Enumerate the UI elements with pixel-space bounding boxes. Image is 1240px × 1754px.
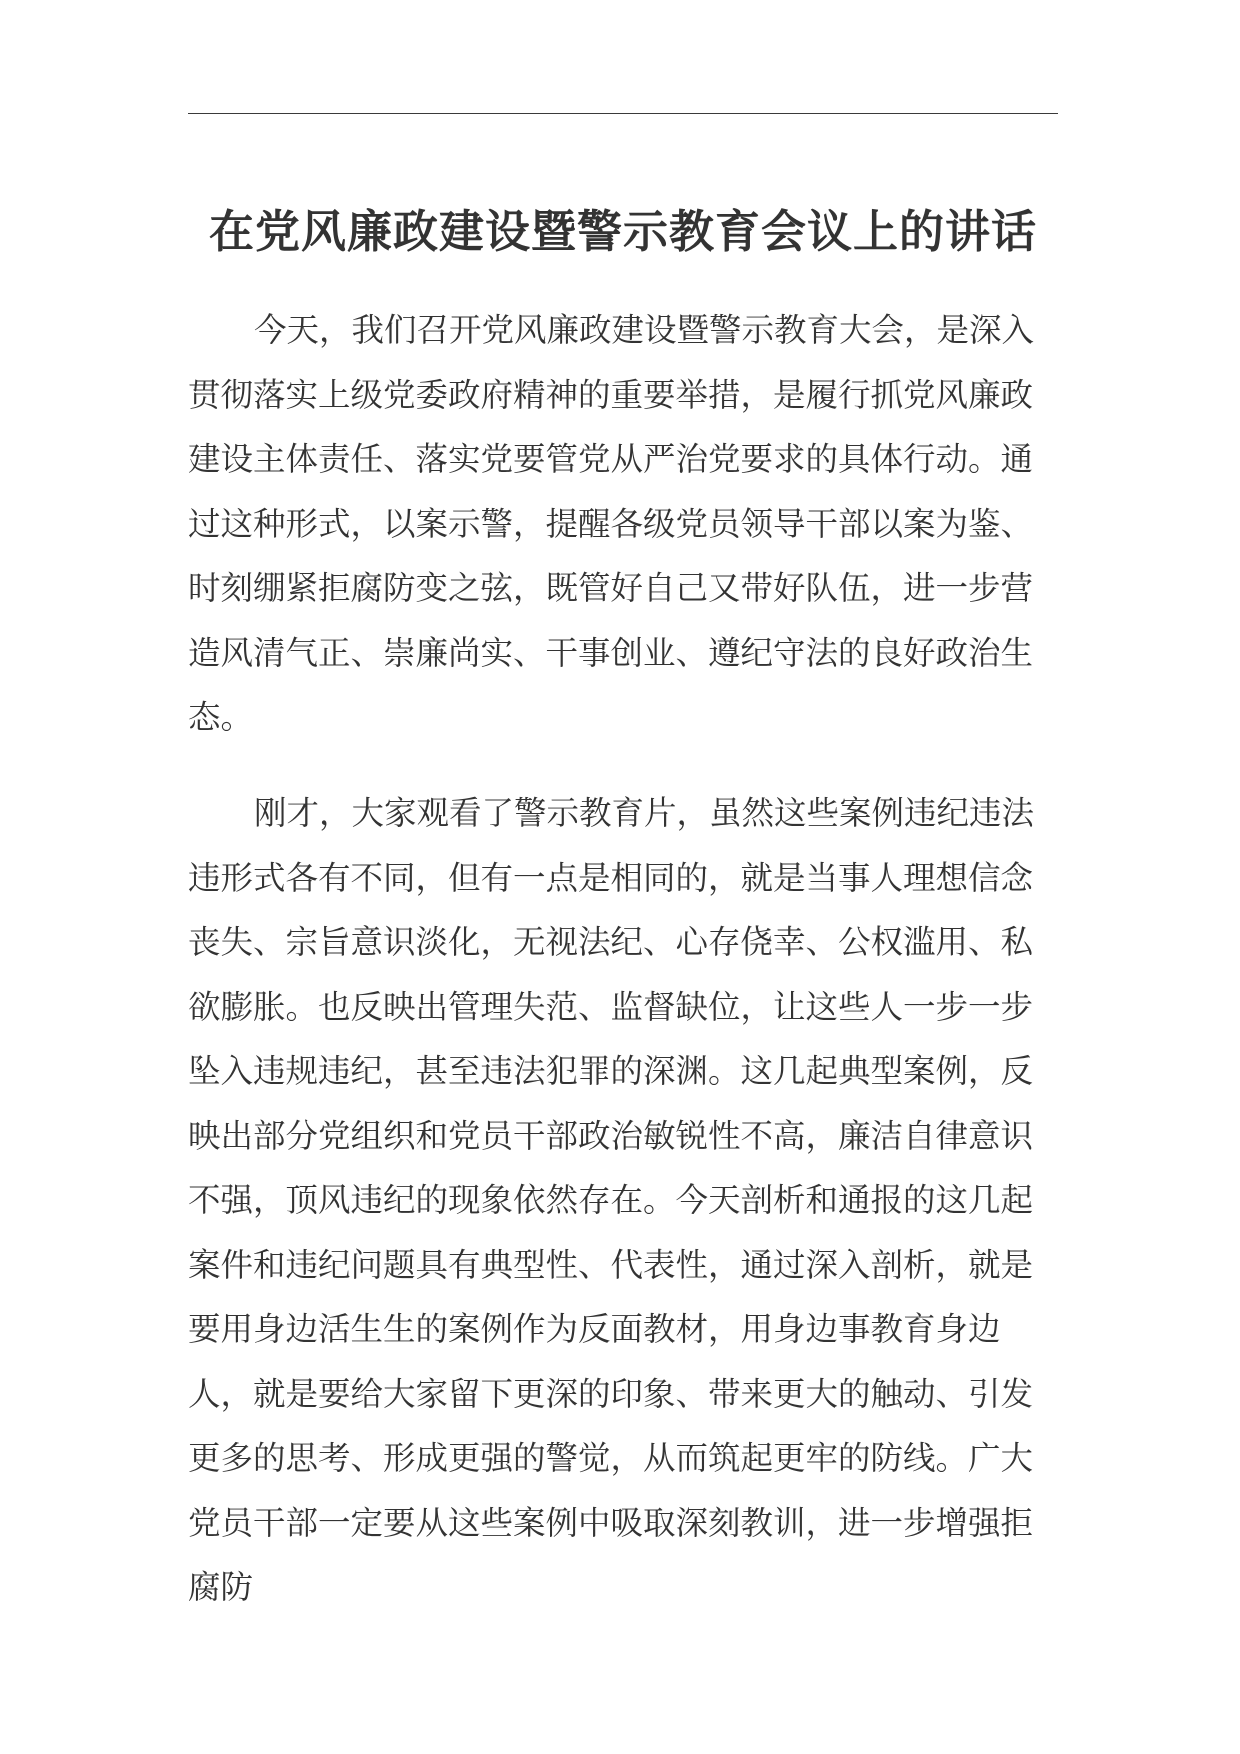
document-title: 在党风廉政建设暨警示教育会议上的讲话 (208, 205, 1037, 258)
header-rule (188, 113, 1058, 114)
paragraph-1: 今天，我们召开党风廉政建设暨警示教育大会，是深入贯彻落实上级党委政府精神的重要举措，是履行抓党风廉政建设主体责任、落实党要管党从严治党要求的具体行动。通过这种形式，以案示警，提醒各级党员领导干部以案为鉴、时刻绷紧拒腐防变之弦，既管好自己又带好队伍，进一步营造风清气正、崇廉尚实、干事创业、遵纪守法的良好政治生态。 (188, 311, 1035, 736)
paragraph-2: 刚才，大家观看了警示教育片，虽然这些案例违纪违法违形式各有不同，但有一点是相同的，就是当事人理想信念丧失、宗旨意识淡化，无视法纪、心存侥幸、公权滥用、私欲膨胀。也反映出管理失范、监督缺位，让这些人一步一步坠入违规违纪，甚至违法犯罪的深渊。这几起典型案例，反映出部分党组织和党员干部政治敏锐性不高，廉洁自律意识不强，顶风违纪的现象依然存在。今天剖析和通报的这几起案件和违纪问题具有典型性、代表性，通过深入剖析，就是要用身边活生生的案例作为反面教材，用身边事教育身边人，就是要给大家留下更深的印象、带来更大的触动、引发更多的思考、形成更强的警觉，从而筑起更牢的防线。广大党员干部一定要从这些案例中吸取深刻教训，进一步增强拒腐防 (188, 794, 1035, 1606)
